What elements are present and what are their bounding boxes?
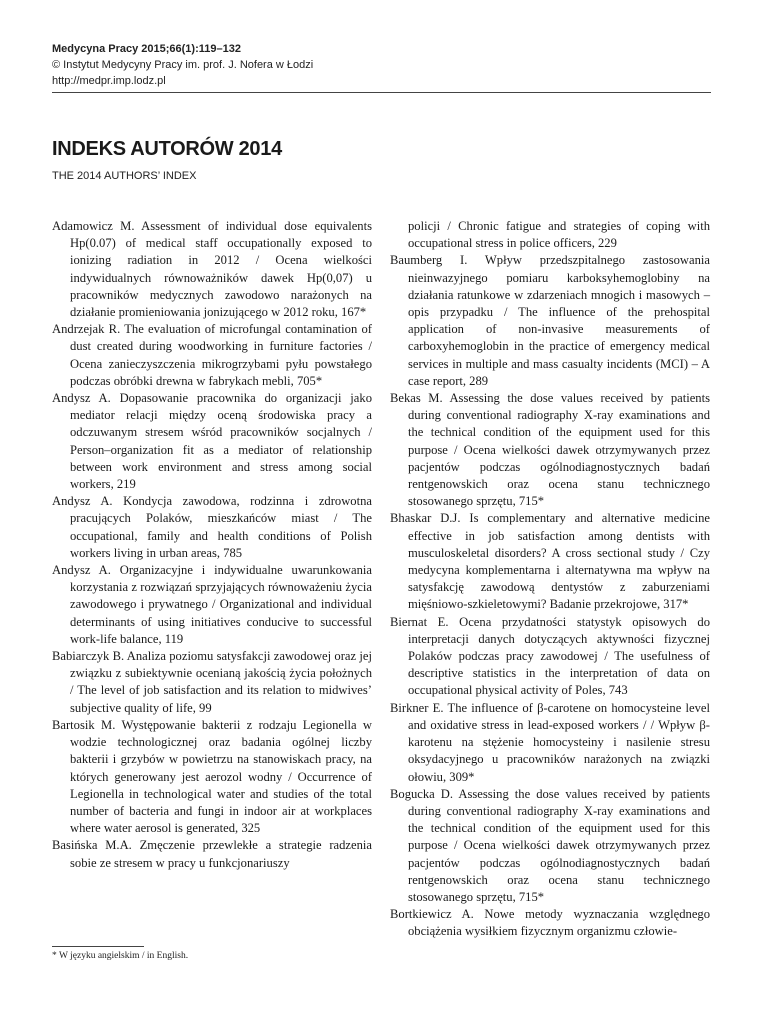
- index-entry: Baumberg I. Wpływ przedszpitalnego zastosowania nieinwazyjnego pomiaru karboksyhemoglobiny na działania ratunkowe w zdarzeniach mnogich i masowych – opis przypadku / The influence of the prehospital application of non-invasive measurements of carboxyhemoglobin in the practice of emergency medical services in multiple and mass casualty incidents (MCI) – A case report, 289: [390, 253, 710, 388]
- page-title: INDEKS AUTORÓW 2014: [52, 138, 282, 160]
- header-rule: [52, 92, 711, 93]
- index-column-right: [390, 218, 710, 941]
- index-column-left: [52, 218, 372, 872]
- index-entry: Andrzejak R. The evaluation of microfungal contamination of dust created during woodworking in furniture factories / Ocena zanieczyszczenia mikrogrzybami pyłu powstałego podczas obróbki drewna w fabrykach mebli, 705*: [52, 322, 372, 388]
- index-entry: Adamowicz M. Assessment of individual dose equivalents Hp(0.07) of medical staff occupationally exposed to ionizing radiation in 2012 / Ocena wielkości indywidualnych równoważników dawek Hp(0,07) u pracowników medycznych zawodowo narażonych na działanie promieniowania jonizującego w 2012 roku, 167*: [52, 219, 372, 320]
- index-entry: Bortkiewicz A. Nowe metody wyznaczania względnego obciążenia wysiłkiem fizycznym organizmu człowie-: [390, 907, 710, 939]
- index-entry: Bhaskar D.J. Is complementary and alternative medicine effective in job satisfaction among dentists with musculoskeletal disorders? A cross sectional study / Czy medycyna komplementarna i alternatywna ma wpływ na satysfakcję zawodową dentystów z zaburzeniami mięśniowo-szkieletowymi? Badanie przekrojowe, 317*: [390, 511, 710, 612]
- footnote: * W języku angielskim / in English.: [52, 951, 189, 961]
- index-entry: Andysz A. Organizacyjne i indywidualne uwarunkowania korzystania z rozwiązań sprzyjających równoważeniu życia zawodowego i prywatnego / Organizational and individual determinants of using initiatives conducive to successful work-life balance, 119: [52, 563, 372, 646]
- journal-url[interactable]: http://medpr.imp.lodz.pl: [52, 75, 166, 87]
- copyright-line: © Instytut Medycyny Pracy im. prof. J. Nofera w Łodzi: [52, 59, 314, 71]
- index-entry: Babiarczyk B. Analiza poziomu satysfakcji zawodowej oraz jej związku z subiektywnie ocenianą jakością życia położnych / The level of job satisfaction and its relation to midwives’ subjective quality of life, 99: [52, 649, 372, 715]
- index-entry: Bartosik M. Występowanie bakterii z rodzaju Legionella w wodzie technologicznej oraz badania ogólnej liczby bakterii i grzybów w powietrzu na stanowiskach pracy, na których generowany jest aerozol wodny / Occurrence of Legionella in technological water and studies of the total number of bacteria and fungi in indoor air at workplaces where water aerosol is generated, 325: [52, 717, 372, 836]
- index-entry: Basińska M.A. Zmęczenie przewlekłe a strategie radzenia sobie ze stresem w pracy u funkcjonariuszy: [52, 838, 372, 870]
- journal-header: [52, 41, 712, 89]
- page-subtitle: THE 2014 AUTHORS’ INDEX: [52, 170, 197, 182]
- index-entry: Andysz A. Dopasowanie pracownika do organizacji jako mediator relacji między oceną środowiska pracy a odczuwanym stresem wśród pracowników socjalnych / Person–organization fit as a mediator of relationship between work environment and stress among social workers, 219: [52, 391, 372, 492]
- index-entry: Biernat E. Ocena przydatności statystyk opisowych do interpretacji danych dotyczących aktywności fizycznej Polaków podczas pracy zawodowej / The usefulness of descriptive statistics in the interpretation of data on occupational physical activity of Poles, 743: [390, 614, 710, 698]
- footnote-rule: [52, 946, 144, 947]
- index-entry: Andysz A. Kondycja zawodowa, rodzinna i zdrowotna pracujących Polaków, mieszkańców miast / The occupational, family and health conditions of Polish workers living in urban areas, 785: [52, 494, 372, 560]
- index-entry-continued: policji / Chronic fatigue and strategies of coping with occupational stress in police officers, 229: [408, 219, 710, 251]
- index-entry: Bogucka D. Assessing the dose values received by patients during conventional radiography X-ray examinations and the technical condition of the equipment used for this purpose / Ocena wielkości dawek otrzymywanych przez pacjentów podczas ogólnodiagnostycznych badań rentgenowskich oraz ocena stanu technicznego stosowanego sprzętu, 715*: [390, 786, 710, 904]
- index-entry: Birkner E. The influence of β-carotene on homocysteine level and oxidative stress in lead-exposed workers / / Wpływ β-karotenu na stężenie homocysteiny i nasilenie stresu oksydacyjnego u pracowników narażonych na związki ołowiu, 309*: [390, 700, 710, 784]
- index-entry: Bekas M. Assessing the dose values received by patients during conventional radiography X-ray examinations and the technical condition of the equipment used for this purpose / Ocena wielkości dawek otrzymywanych przez pacjentów podczas ogólnodiagnostycznych badań rentgenowskich oraz ocena stanu technicznego stosowanego sprzętu, 715*: [390, 391, 710, 509]
- journal-citation: Medycyna Pracy 2015;66(1):119–132: [52, 43, 241, 55]
